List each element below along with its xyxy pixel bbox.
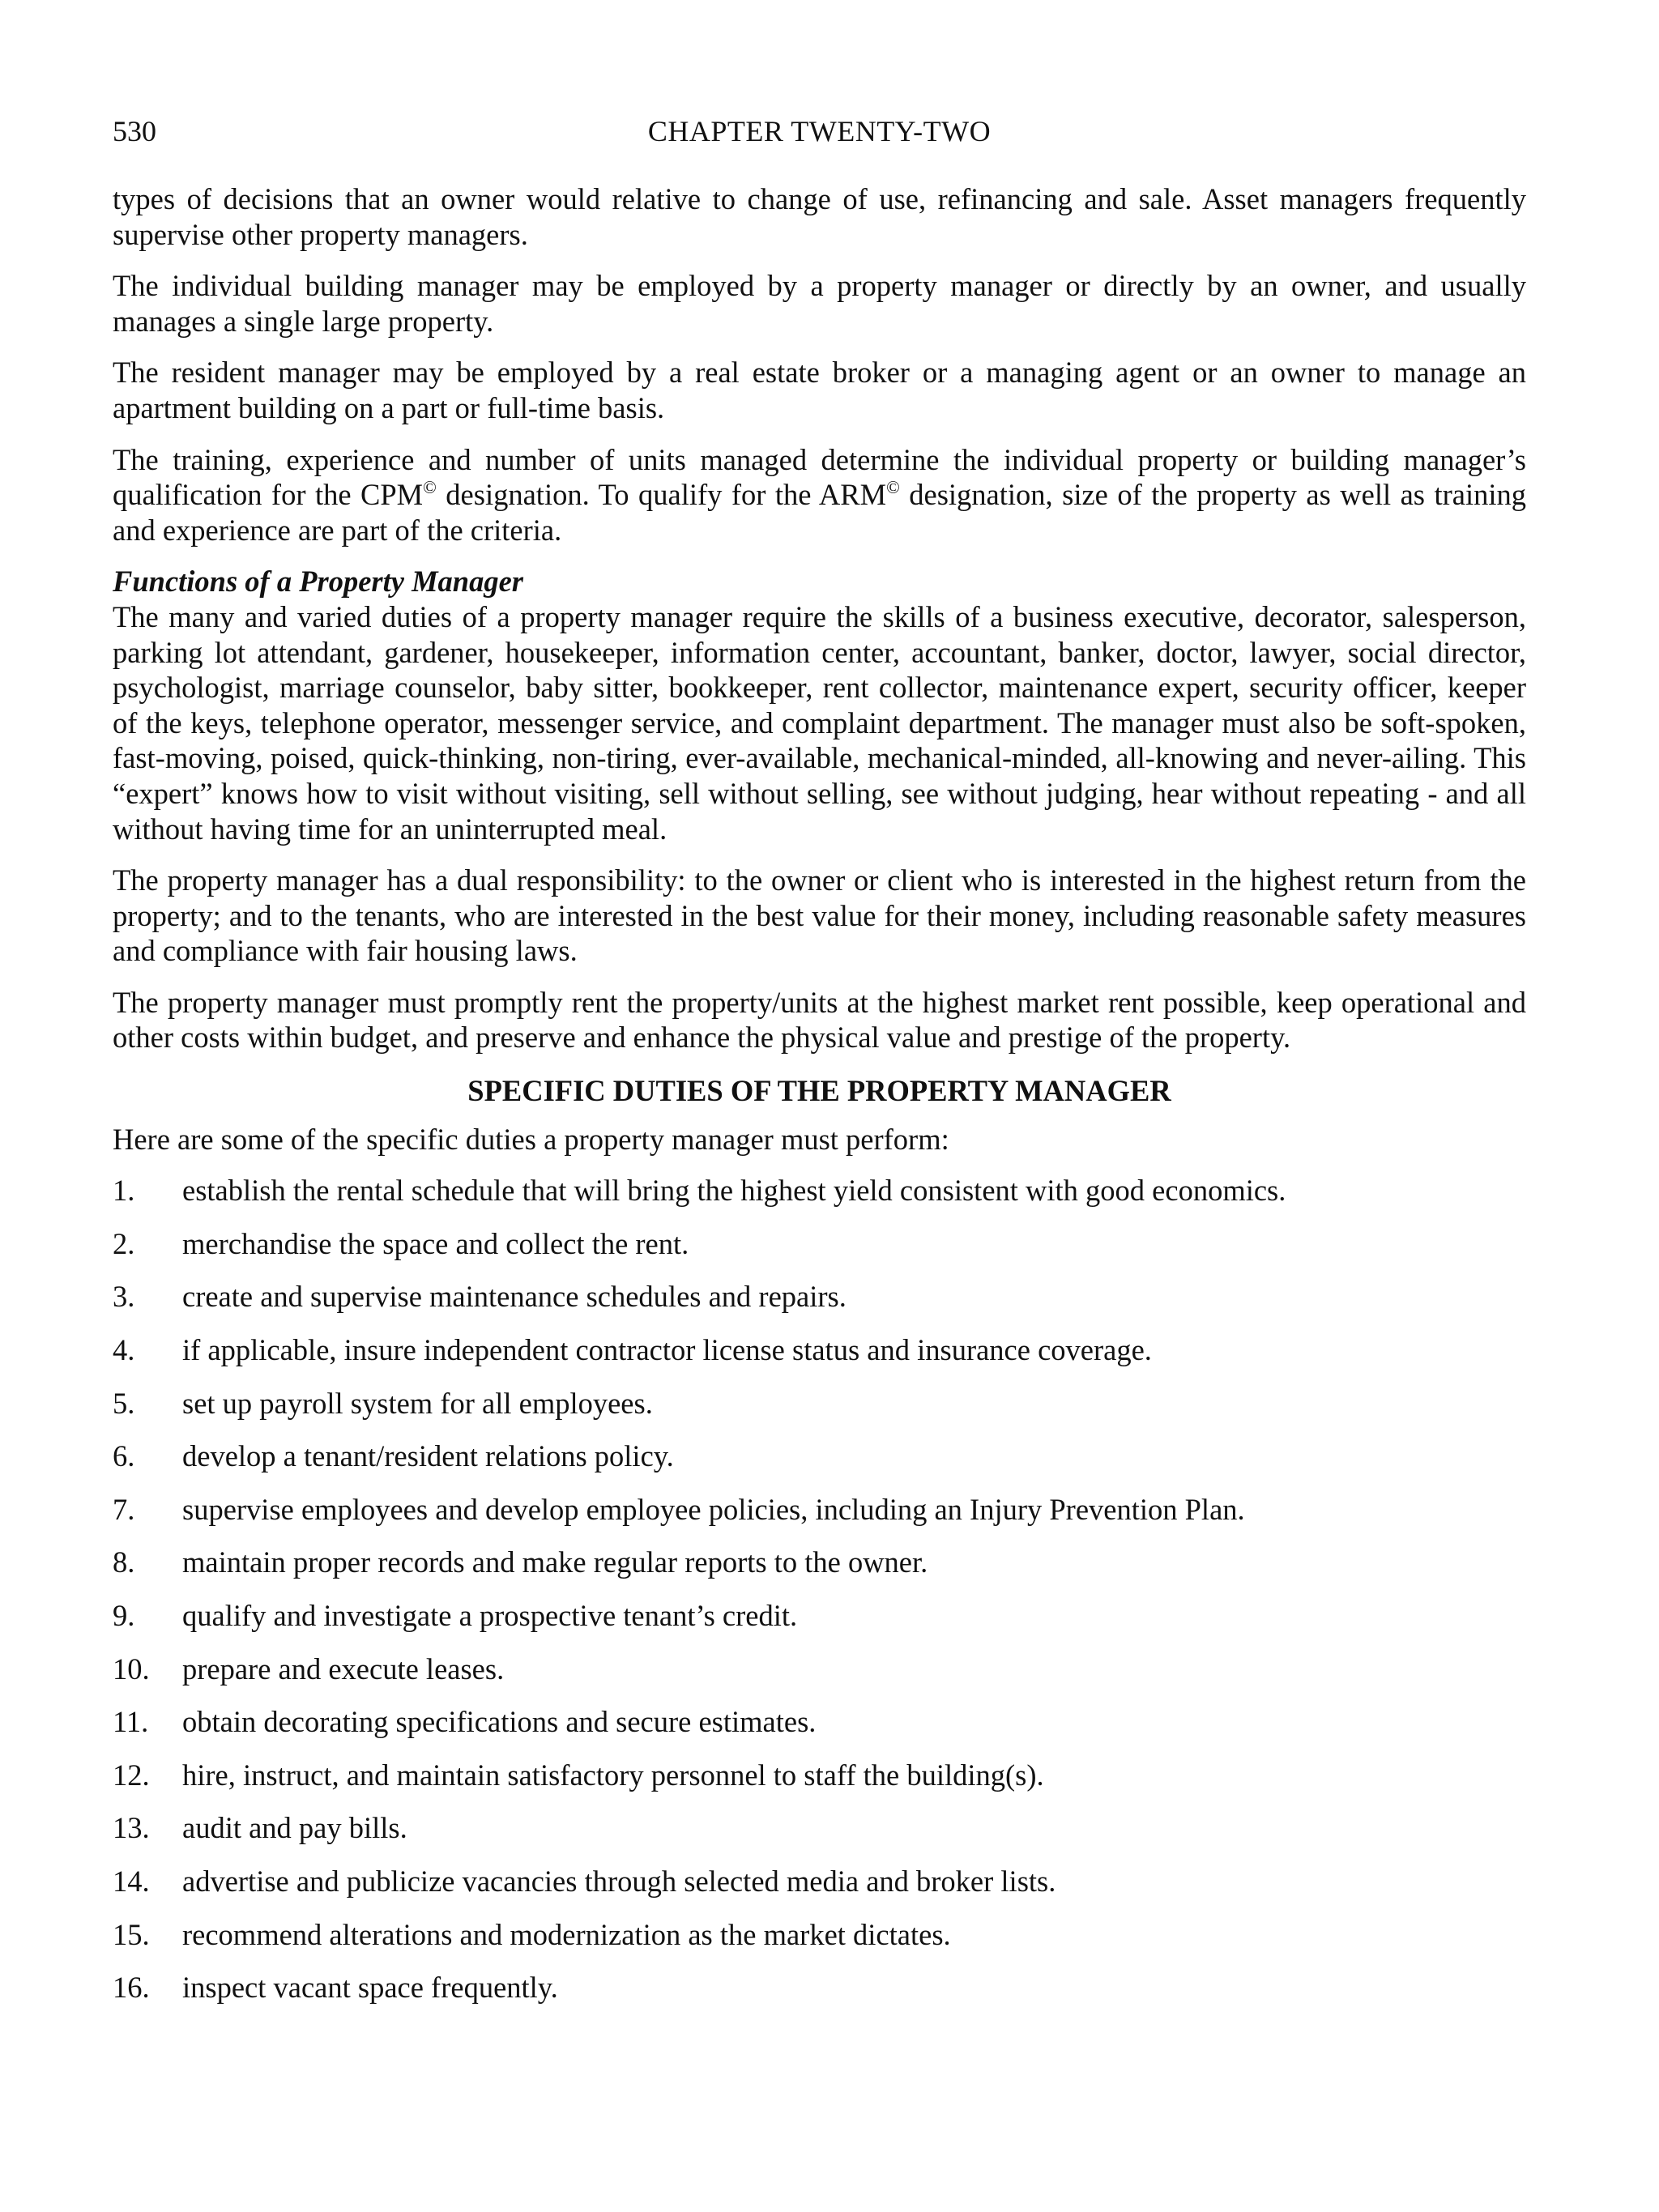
list-item-number: 13. <box>113 1811 150 1845</box>
list-item-text: set up payroll system for all employees. <box>182 1386 653 1420</box>
list-item-number: 1. <box>113 1174 135 1208</box>
duties-intro: Here are some of the specific duties a property manager must perform: <box>113 1122 949 1156</box>
list-item-number: 11. <box>113 1705 149 1739</box>
list-item-text: hire, instruct, and maintain satisfactory personnel to staff the building(s). <box>182 1758 1044 1792</box>
list-item-number: 7. <box>113 1492 135 1526</box>
running-header <box>113 112 1526 151</box>
list-item-text: merchandise the space and collect the rent. <box>182 1226 689 1260</box>
list-item-text: develop a tenant/resident relations policy. <box>182 1439 674 1473</box>
list-item <box>113 1332 1526 1368</box>
list-item-number: 8. <box>113 1545 135 1579</box>
list-item <box>113 1226 1526 1262</box>
list-item-text: establish the rental schedule that will bring the highest yield consistent with good economics. <box>182 1174 1286 1208</box>
paragraph-dual-responsibility: The property manager has a dual responsibility: to the owner or client who is interested in the highest return from the property; and to the tenants, who are interested in the best value for their money, including reasonable safety measures and compliance with fair housing laws. <box>113 863 1526 968</box>
list-item-text: supervise employees and develop employee policies, including an Injury Prevention Plan. <box>182 1492 1245 1526</box>
list-item-text: audit and pay bills. <box>182 1811 407 1845</box>
list-item-text: advertise and publicize vacancies through selected media and broker lists. <box>182 1864 1056 1898</box>
body-text <box>113 181 1526 2023</box>
list-item <box>113 1810 1526 1846</box>
list-item <box>113 1917 1526 1953</box>
list-item-text: qualify and investigate a prospective tenant’s credit. <box>182 1599 798 1632</box>
list-item-number: 2. <box>113 1226 135 1260</box>
list-item <box>113 1173 1526 1208</box>
list-item-number: 9. <box>113 1599 135 1632</box>
list-item-number: 5. <box>113 1386 135 1420</box>
list-item <box>113 1598 1526 1634</box>
list-item <box>113 1492 1526 1528</box>
list-item-text: if applicable, insure independent contractor license status and insurance coverage. <box>182 1333 1152 1367</box>
list-item <box>113 1386 1526 1421</box>
list-item <box>113 1438 1526 1474</box>
paragraph-resident-manager: The resident manager may be employed by a real estate broker or a managing agent or an owner to manage an apartment building on a part or full-time basis. <box>113 356 1526 424</box>
paragraph-asset-managers: types of decisions that an owner would relative to change of use, refinancing and sale. Asset managers frequently supervise other property managers. <box>113 182 1526 251</box>
list-item-text: obtain decorating specifications and secure estimates. <box>182 1705 817 1739</box>
list-item-number: 10. <box>113 1652 150 1686</box>
list-item <box>113 1704 1526 1740</box>
list-item <box>113 1970 1526 2005</box>
list-item-text: maintain proper records and make regular reports to the owner. <box>182 1545 928 1579</box>
chapter-title: CHAPTER TWENTY-TWO <box>647 115 992 147</box>
list-item-number: 16. <box>113 1971 150 2005</box>
list-item-text: inspect vacant space frequently. <box>182 1971 558 2005</box>
list-item <box>113 1864 1526 1899</box>
paragraph-designations <box>113 442 1526 548</box>
list-item-number: 4. <box>113 1333 135 1367</box>
page-number: 530 <box>113 115 156 147</box>
list-item-text: prepare and execute leases. <box>182 1652 505 1686</box>
paragraph-building-manager: The individual building manager may be employed by a property manager or directly by an owner, and usually manages a single large property. <box>113 269 1526 338</box>
duties-list <box>113 1173 1526 2005</box>
designations-text-a: The training, experience and number of units managed determine the individual property or building manager’s qualification for the CPM <box>113 442 1526 512</box>
list-item-number: 3. <box>113 1280 135 1314</box>
paragraph-functions: The many and varied duties of a property manager require the skills of a business executive, decorator, salesperson, parking lot attendant, gardener, housekeeper, information center, accountant, banker, doctor, lawyer, social director, psychologist, marriage counselor, baby sitter, bookkeeper, rent collector, maintenance expert, security officer, keeper of the keys, telephone operator, messenger service, and complaint department. The manager must also be soft-spoken, fast-moving, poised, quick-thinking, non-tiring, ever-available, mechanical-minded, all-knowing and never-ailing. This “expert” knows how to visit without visiting, sell without selling, see without judging, hear without repeating - and all without having time for an uninterrupted meal. <box>113 599 1526 846</box>
copyright-mark-cpm: © <box>423 477 437 498</box>
duties-heading: SPECIFIC DUTIES OF THE PROPERTY MANAGER <box>467 1074 1171 1108</box>
functions-heading: Functions of a Property Manager <box>113 565 523 599</box>
list-item-number: 12. <box>113 1758 150 1792</box>
paragraph-rent-property: The property manager must promptly rent the property/units at the highest market rent possible, keep operational and other costs within budget, and preserve and enhance the physical value and prestige of the property. <box>113 985 1526 1055</box>
list-item-number: 14. <box>113 1864 150 1898</box>
list-item-text: create and supervise maintenance schedules and repairs. <box>182 1280 847 1314</box>
list-item <box>113 1758 1526 1793</box>
list-item <box>113 1279 1526 1315</box>
list-item-text: recommend alterations and modernization as the market dictates. <box>182 1917 951 1951</box>
designations-text-b: designation. To qualify for the ARM <box>436 478 887 512</box>
list-item <box>113 1545 1526 1580</box>
designations-text-c: designation, size of the property as well as training and experience are part of the criteria. <box>113 478 1526 547</box>
list-item <box>113 1652 1526 1687</box>
list-item-number: 6. <box>113 1439 135 1473</box>
copyright-mark-arm: © <box>886 477 900 498</box>
list-item-number: 15. <box>113 1917 150 1951</box>
